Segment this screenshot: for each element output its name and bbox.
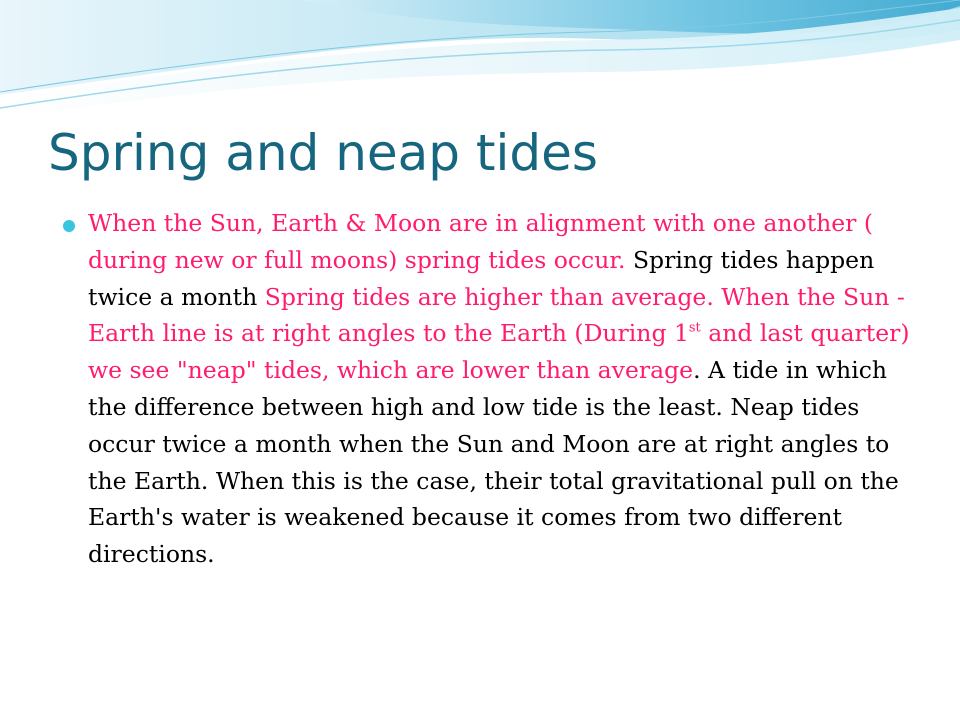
text-spring-frequency: Spring tides happen twice a month [88, 245, 875, 311]
slide-title: Spring and neap tides [48, 124, 598, 182]
bullet-icon [63, 220, 75, 232]
text-neap-lower: and last quarter) we see "neap" tides, which are lower than average [88, 319, 910, 385]
text-spring-higher: Spring tides are higher than average. When the Sun - Earth line is at right angles to the Earth (During 1 [88, 282, 905, 348]
wave-header-decoration [0, 0, 960, 130]
text-spring-alignment: When the Sun, Earth & Moon are in alignment with one another ( during new or full moons) spring tides occur. [88, 209, 874, 274]
text-neap-explanation: . A tide in which the difference between high and low tide is the least. Neap tides occur twice a month when the Sun and Moon are at right angles to the Earth. When this is the case, their total gravitational pull on the Earth's water is weakened because it comes from two different directions. [88, 356, 899, 569]
text-ordinal-suffix: st [688, 320, 701, 336]
bullet-text [88, 205, 930, 573]
